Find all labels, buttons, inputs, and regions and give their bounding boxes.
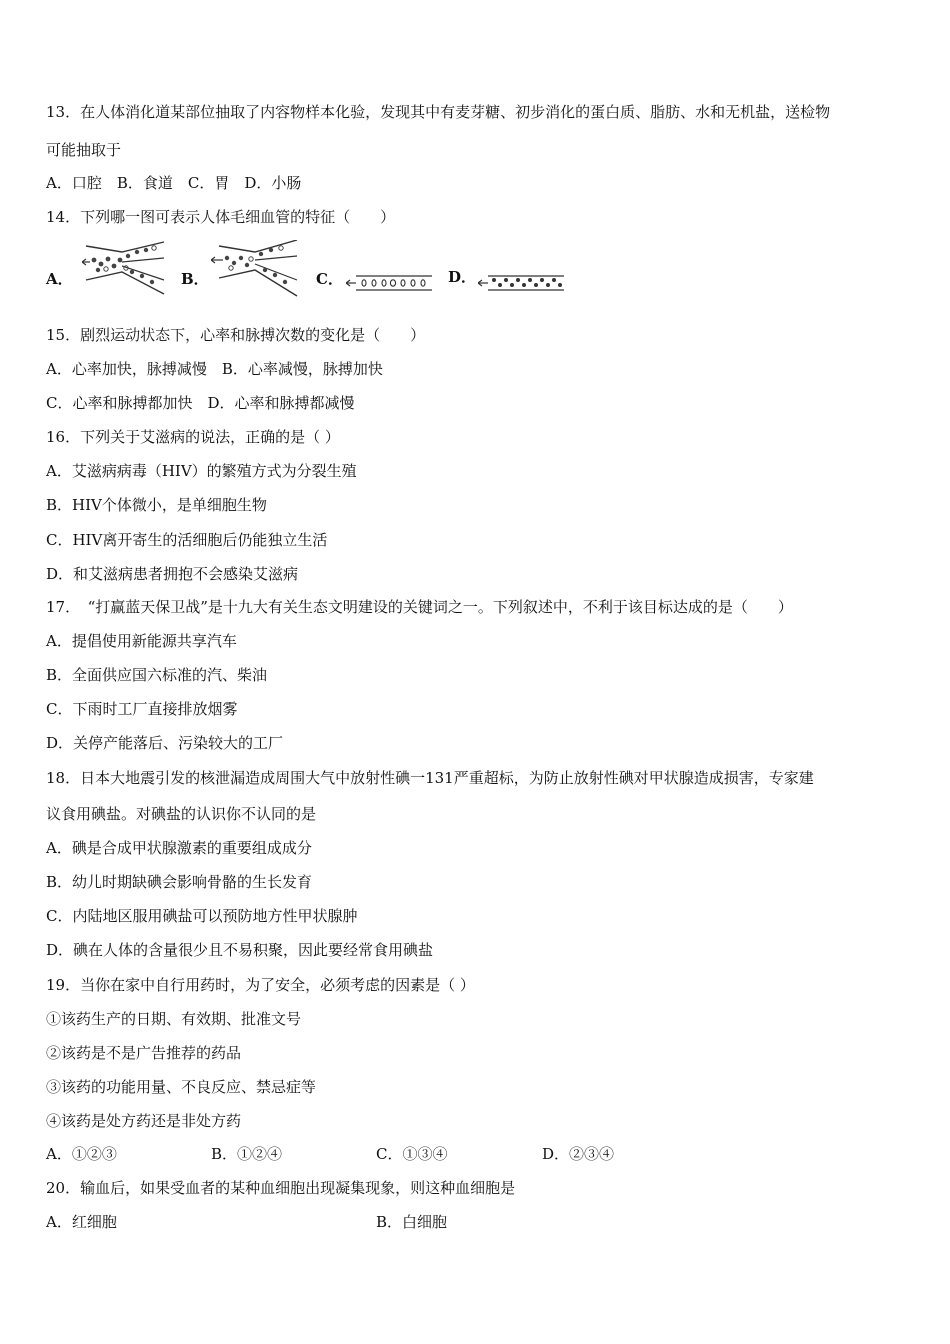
q19-options: [46, 1144, 646, 1164]
q16-option-c: C．HIV离开寄生的活细胞后仍能独立生活: [46, 531, 328, 549]
q17-option-c: C．下雨时工厂直接排放烟雾: [46, 700, 238, 718]
q19-item-4: ④该药是处方药还是非处方药: [46, 1112, 242, 1130]
vessel-diagram-a: [82, 240, 168, 296]
q16-option-d: D．和艾滋病患者拥抱不会感染艾滋病: [46, 565, 299, 583]
q14-option-d-label: D．: [448, 268, 477, 286]
q14-option-b-label: B．: [181, 270, 209, 288]
q19-option-a: A．①②③: [46, 1145, 117, 1163]
q13-stem-line1: 13．在人体消化道某部位抽取了内容物样本化验，发现其中有麦芽糖、初步消化的蛋白质、脂肪、水和无机盐，送检物: [46, 103, 831, 121]
q14-option-a-label: A．: [46, 270, 73, 288]
vessel-diagram-d: [478, 270, 566, 296]
q20-stem: 20．输血后，如果受血者的某种血细胞出现凝集现象，则这种血细胞是: [46, 1179, 516, 1197]
q19-item-2: ②该药是不是广告推荐的药品: [46, 1044, 242, 1062]
q13-options: A．口腔 B．食道 C．胃 D．小肠: [46, 174, 302, 192]
q19-option-c: C．①③④: [376, 1145, 448, 1163]
q15-options-line1: A．心率加快，脉搏减慢 B．心率减慢，脉搏加快: [46, 360, 383, 378]
q20-options: [46, 1212, 546, 1232]
q16-option-b: B．HIV个体微小，是单细胞生物: [46, 496, 267, 514]
q18-option-b: B．幼儿时期缺碘会影响骨骼的生长发育: [46, 873, 313, 891]
q15-stem: 15．剧烈运动状态下，心率和脉搏次数的变化是（ ）: [46, 326, 426, 344]
q16-stem: 16．下列关于艾滋病的说法，正确的是（ ）: [46, 428, 340, 446]
q19-option-b: B．①②④: [211, 1145, 283, 1163]
q14-figures: [46, 240, 606, 302]
q18-option-d: D．碘在人体的含量很少且不易积聚，因此要经常食用碘盐: [46, 941, 434, 959]
vessel-diagram-b: [211, 240, 301, 298]
q14-option-b: [181, 240, 306, 302]
q18-option-a: A．碘是合成甲状腺激素的重要组成成分: [46, 839, 312, 857]
q20-option-b: B．白细胞: [376, 1213, 448, 1231]
vessel-diagram-c: [346, 270, 436, 296]
q19-item-1: ①该药生产的日期、有效期、批准文号: [46, 1010, 302, 1028]
q14-option-c-label: C．: [316, 270, 343, 288]
q14-option-a: [46, 240, 171, 302]
q18-stem-line2: 议食用碘盐。对碘盐的认识你不认同的是: [46, 805, 317, 823]
q14-option-d: [448, 240, 598, 302]
q17-option-b: B．全面供应国六标准的汽、柴油: [46, 666, 268, 684]
q17-option-d: D．关停产能落后、污染较大的工厂: [46, 734, 284, 752]
q14-stem: 14．下列哪一图可表示人体毛细血管的特征（ ）: [46, 208, 396, 226]
q19-option-d: D．②③④: [542, 1145, 615, 1163]
q19-stem: 19．当你在家中自行用药时，为了安全，必须考虑的因素是（ ）: [46, 976, 475, 994]
q13-stem-line2: 可能抽取于: [46, 141, 122, 159]
q18-option-c: C．内陆地区服用碘盐可以预防地方性甲状腺肿: [46, 907, 358, 925]
q20-option-a: A．红细胞: [46, 1213, 117, 1231]
q17-stem: 17． “打赢蓝天保卫战”是十九大有关生态文明建设的关键词之一。下列叙述中，不利于该目标达成的是（ ）: [46, 598, 793, 616]
q16-option-a: A．艾滋病病毒（HIV）的繁殖方式为分裂生殖: [46, 462, 357, 480]
q18-stem-line1: 18．日本大地震引发的核泄漏造成周围大气中放射性碘一131严重超标，为防止放射性碘对甲状腺造成损害，专家建: [46, 769, 814, 787]
q17-option-a: A．提倡使用新能源共享汽车: [46, 632, 237, 650]
q15-options-line2: C．心率和脉搏都加快 D．心率和脉搏都减慢: [46, 394, 355, 412]
q14-option-c: [316, 240, 441, 302]
q19-item-3: ③该药的功能用量、不良反应、禁忌症等: [46, 1078, 317, 1096]
